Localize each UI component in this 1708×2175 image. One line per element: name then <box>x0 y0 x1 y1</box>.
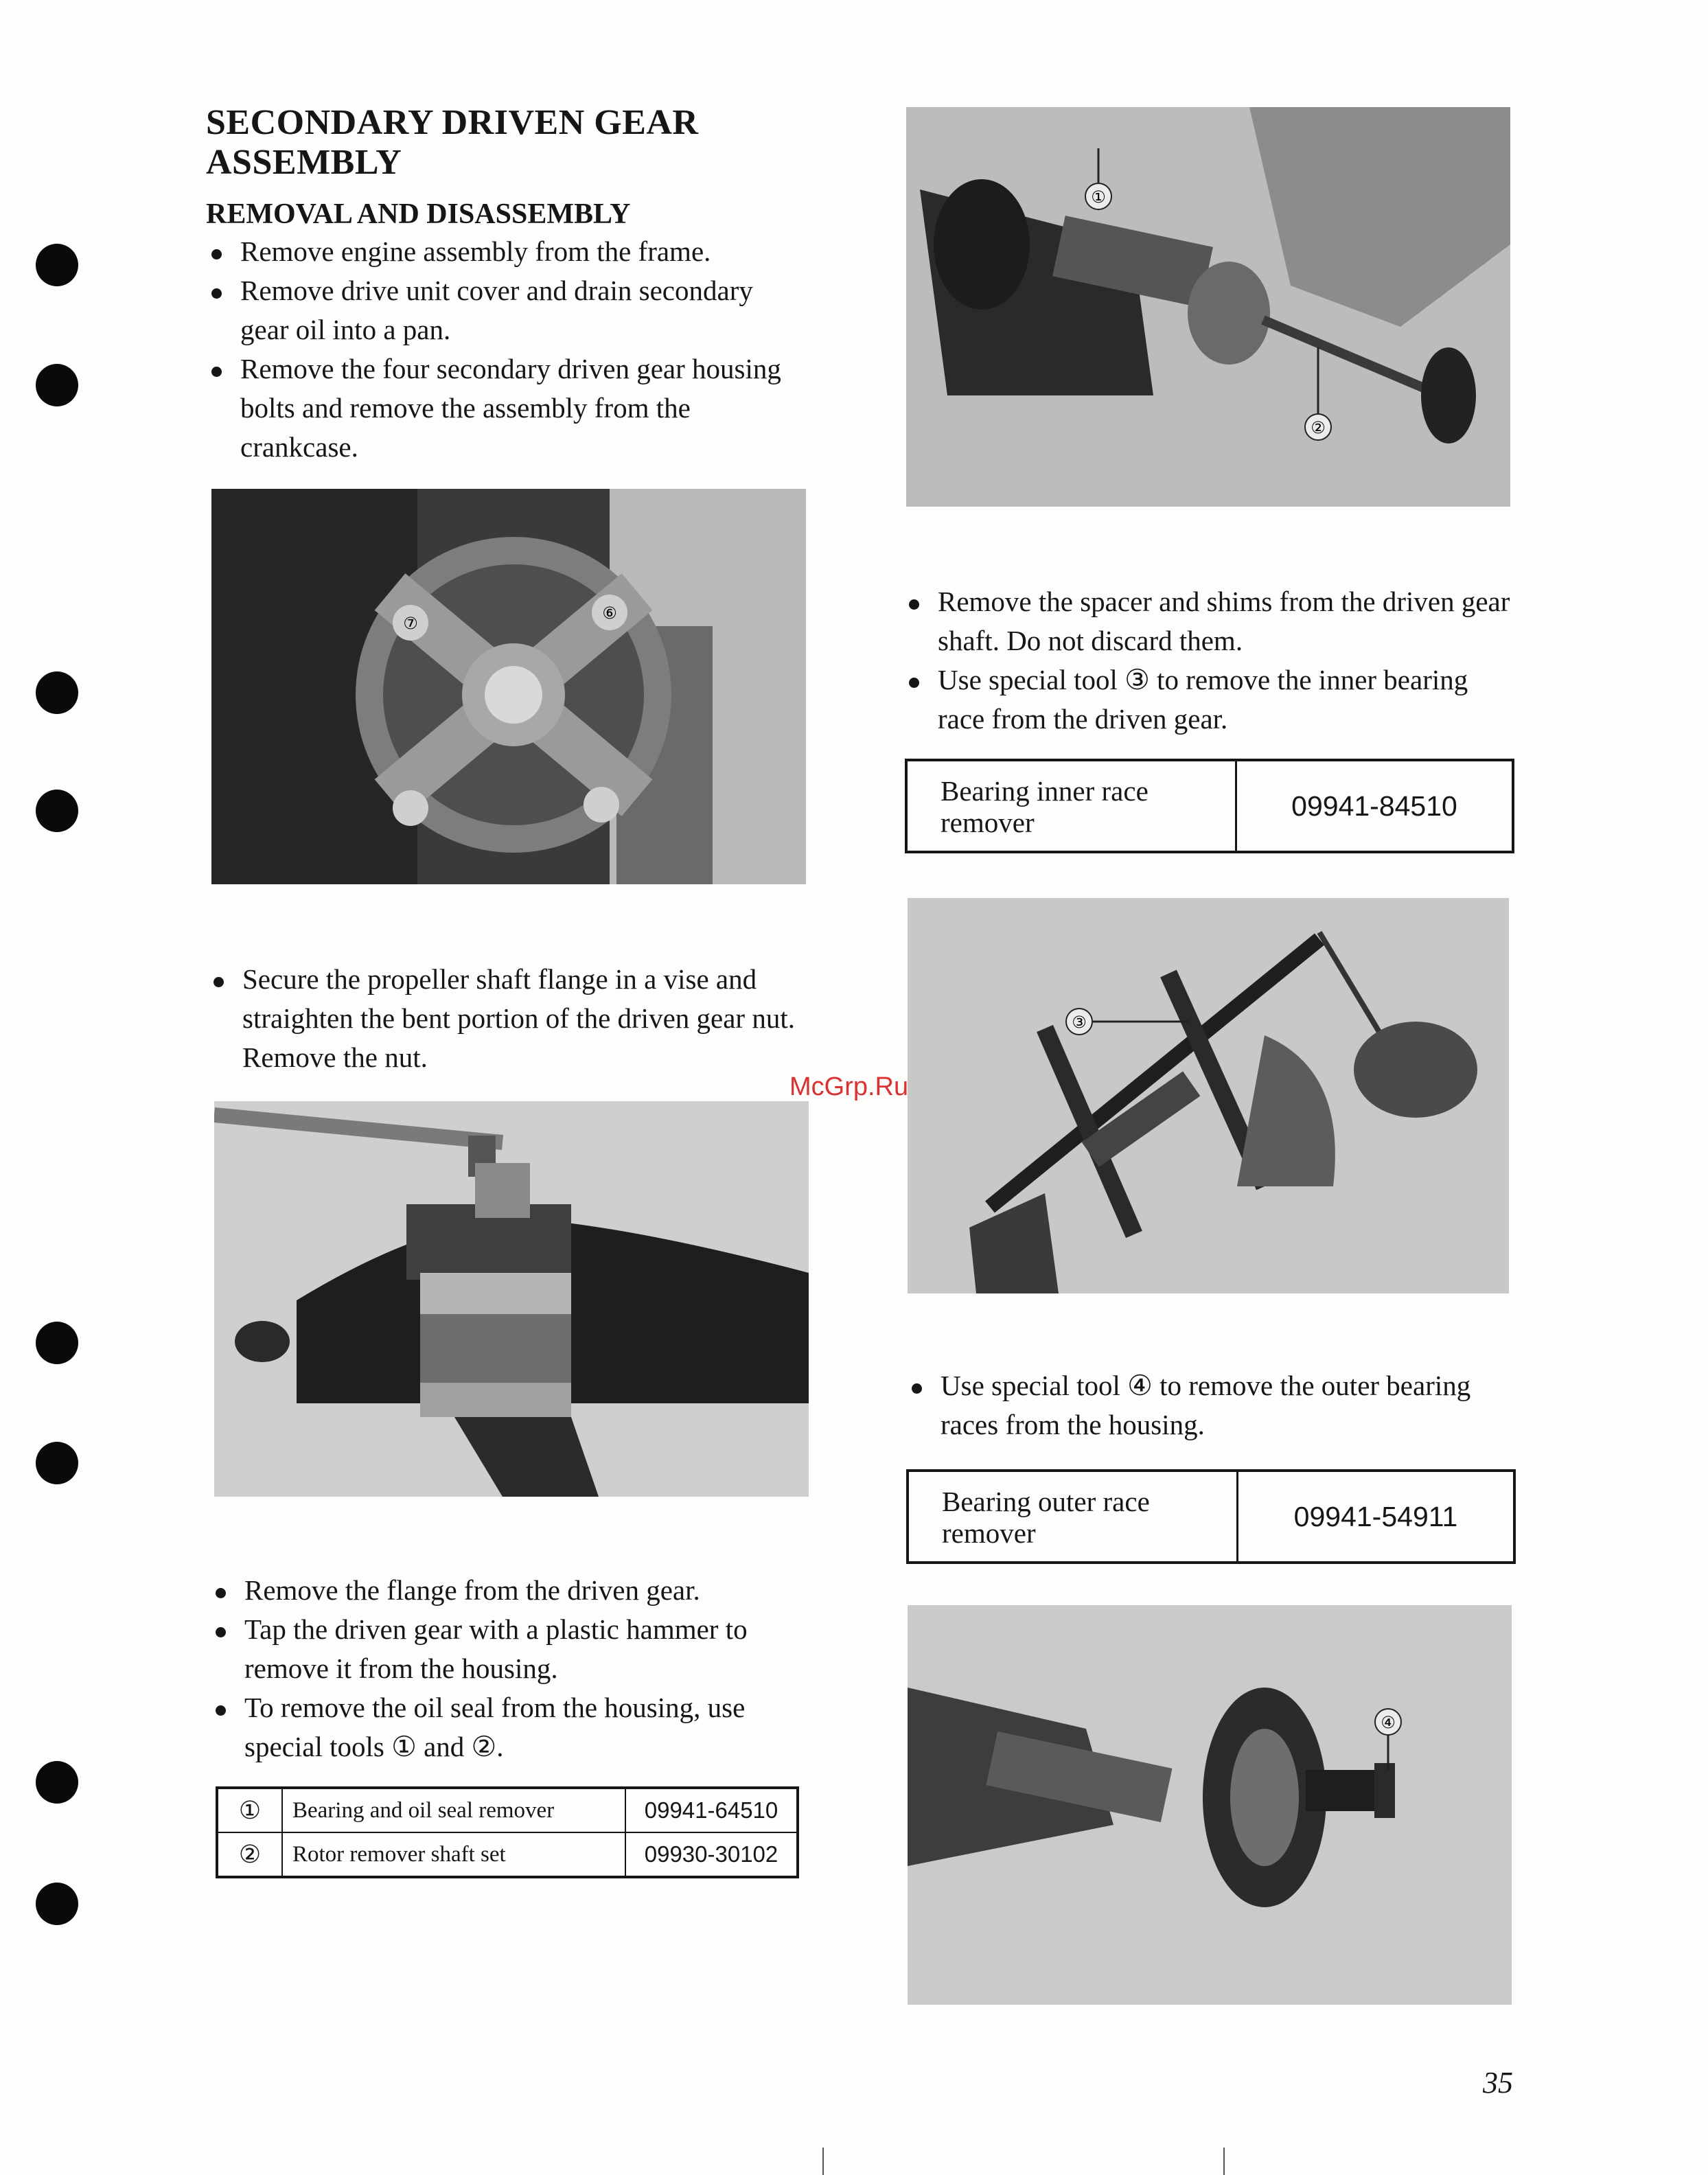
page-number: 35 <box>1483 2066 1513 2099</box>
callout-1: ① <box>1091 187 1106 207</box>
callout-3: ③ <box>1072 1013 1087 1032</box>
section-title-line1: SECONDARY DRIVEN GEAR <box>206 103 699 142</box>
removal-steps-b <box>209 960 807 1077</box>
housing-bolts-illustration <box>211 489 806 884</box>
photo-inner-race-remover <box>908 898 1509 1293</box>
binder-hole <box>36 1883 78 1925</box>
binder-hole <box>36 244 78 286</box>
subsection-title: REMOVAL AND DISASSEMBLY <box>206 198 631 230</box>
removal-steps-a <box>207 232 805 467</box>
tool-box-outer-race <box>906 1469 1516 1564</box>
fold-tick <box>1223 2148 1225 2175</box>
tool-name: Bearing outer race remover <box>909 1472 1238 1561</box>
tool-mark: ② <box>217 1832 282 1877</box>
outer-race-remover-illustration <box>908 1605 1512 2005</box>
tool-number: 09930-30102 <box>625 1832 798 1877</box>
table-row <box>217 1832 798 1877</box>
removal-steps-c <box>211 1571 816 1767</box>
list-item: Remove engine assembly from the frame. <box>207 232 805 271</box>
fold-tick <box>822 2148 824 2175</box>
list-item: Tap the driven gear with a plastic hammer to remove it from the housing. <box>211 1610 816 1688</box>
binder-hole <box>36 1761 78 1804</box>
tool-name: Bearing inner race remover <box>908 761 1237 851</box>
section-title <box>206 103 698 183</box>
list-item: To remove the oil seal from the housing, use special tools ① and ②. <box>211 1688 816 1767</box>
special-tools-table <box>216 1786 799 1878</box>
binder-hole <box>36 1322 78 1364</box>
tool-mark: ① <box>217 1788 282 1832</box>
photo-outer-race-remover <box>908 1605 1512 2005</box>
inner-race-remover-illustration <box>908 898 1509 1293</box>
tool-name: Bearing and oil seal remover <box>282 1788 625 1832</box>
tool-box-inner-race <box>905 759 1514 853</box>
list-item: Use special tool ④ to remove the outer bearing races from the housing. <box>908 1366 1519 1445</box>
disassembly-steps-b <box>908 1366 1519 1445</box>
bolt-mark-7: ⑦ <box>403 614 418 633</box>
callout-2: ② <box>1311 418 1326 437</box>
binder-hole <box>36 790 78 832</box>
tool-number: 09941-64510 <box>625 1788 798 1832</box>
list-item: Use special tool ③ to remove the inner bearing race from the driven gear. <box>905 660 1516 739</box>
photo-vise-nut <box>214 1101 809 1497</box>
bolt-mark-6: ⑥ <box>602 603 617 623</box>
watermark: McGrp.Ru <box>789 1072 909 1101</box>
section-title-line2: ASSEMBLY <box>206 143 402 182</box>
vise-illustration <box>214 1101 809 1497</box>
binder-hole <box>36 364 78 406</box>
list-item: Remove the four secondary driven gear housing bolts and remove the assembly from the crankcase. <box>207 349 805 467</box>
disassembly-steps-a <box>905 582 1516 739</box>
list-item: Remove the spacer and shims from the driven gear shaft. Do not discard them. <box>905 582 1516 660</box>
photo-housing-bolts <box>211 489 806 884</box>
list-item: Remove the flange from the driven gear. <box>211 1571 816 1610</box>
tool-number: 09941-54911 <box>1293 1500 1458 1532</box>
list-item: Remove drive unit cover and drain secondary gear oil into a pan. <box>207 271 805 349</box>
list-item: Secure the propeller shaft flange in a vise and straighten the bent portion of the driven gear nut. Remove the nut. <box>209 960 807 1077</box>
table-row <box>217 1788 798 1832</box>
tool-number: 09941-84510 <box>1291 790 1457 822</box>
callout-4: ④ <box>1381 1713 1396 1732</box>
photo-oil-seal-remover <box>906 107 1510 507</box>
oil-seal-remover-illustration <box>906 107 1510 507</box>
tool-name: Rotor remover shaft set <box>282 1832 625 1877</box>
binder-hole <box>36 1442 78 1484</box>
binder-hole <box>36 671 78 714</box>
